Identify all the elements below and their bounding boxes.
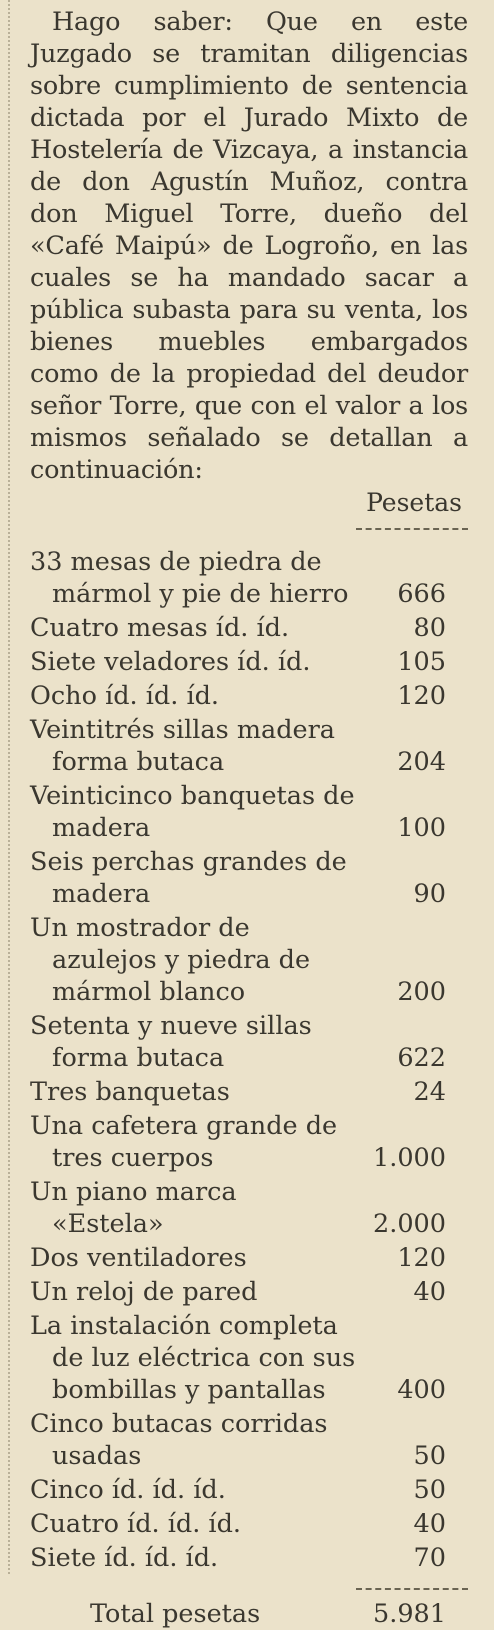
item-price: 400 xyxy=(397,1375,446,1405)
list-item xyxy=(30,1408,468,1472)
item-price: 70 xyxy=(413,1543,446,1573)
item-description: Veintitrés sillas madera forma butaca xyxy=(30,715,336,777)
total-rule xyxy=(356,1588,468,1590)
item-price: 50 xyxy=(413,1441,446,1471)
item-description: Seis perchas grandes de madera xyxy=(30,847,347,909)
item-price: 622 xyxy=(397,1043,446,1073)
item-description: Un reloj de pared xyxy=(30,1277,258,1307)
item-description: Veinticinco banquetas de madera xyxy=(30,781,355,843)
header-rule xyxy=(356,528,468,530)
list-item xyxy=(30,1242,468,1274)
item-description: Un mostrador de azulejos y piedra de mármol blanco xyxy=(30,913,311,1007)
item-price: 40 xyxy=(413,1277,446,1307)
item-price: 120 xyxy=(397,1243,446,1273)
list-item xyxy=(30,1310,468,1406)
item-description: Siete veladores íd. íd. xyxy=(30,647,311,677)
list-item xyxy=(30,1110,468,1174)
list-item xyxy=(30,612,468,644)
items-list xyxy=(30,546,468,1574)
column-gutter-dots xyxy=(8,0,16,1574)
item-price: 24 xyxy=(413,1077,446,1107)
list-item xyxy=(30,1474,468,1506)
item-price: 1.000 xyxy=(372,1143,446,1173)
list-item xyxy=(30,646,468,678)
item-price: 204 xyxy=(397,747,446,777)
item-description: Setenta y nueve sillas forma butaca xyxy=(30,1011,312,1073)
item-description: Cinco butacas corridas usadas xyxy=(30,1409,328,1471)
item-price: 2.000 xyxy=(372,1209,446,1239)
list-item xyxy=(30,1276,468,1308)
item-description: Cinco íd. íd. íd. xyxy=(30,1475,226,1505)
item-description: 33 mesas de piedra de mármol y pie de hierro xyxy=(30,547,349,609)
item-description: Ocho íd. íd. íd. xyxy=(30,681,220,711)
item-price: 666 xyxy=(397,579,446,609)
item-price: 90 xyxy=(413,879,446,909)
total-value: 5.981 xyxy=(372,1599,446,1629)
total-row xyxy=(30,1598,468,1630)
item-price: 120 xyxy=(397,681,446,711)
list-item xyxy=(30,1010,468,1074)
item-price: 200 xyxy=(397,977,446,1007)
list-item xyxy=(30,912,468,1008)
item-description: Una cafetera grande de tres cuerpos xyxy=(30,1111,338,1173)
item-description: Un piano marca «Estela» xyxy=(30,1177,237,1239)
list-item xyxy=(30,1176,468,1240)
item-description: Siete íd. íd. íd. xyxy=(30,1543,219,1573)
list-item xyxy=(30,780,468,844)
item-description: Cuatro mesas íd. íd. xyxy=(30,613,290,643)
intro-paragraph: Hago saber: Que en este Juzgado se tramitan diligencias sobre cumplimiento de sentencia dictada por el Jurado Mixto de Hostelería de Vizcaya, a instancia de don Agustín Muñoz, contra don Miguel Torre, dueño del «Café Maipú» de Logroño, en las cuales se ha mandado sacar a pública subasta para su venta, los bienes muebles embargados como de la propiedad del deudor señor Torre, que con el valor a los mismos señalado se detallan a continuación: xyxy=(30,7,468,485)
list-item xyxy=(30,846,468,910)
list-item xyxy=(30,1542,468,1574)
item-description: Cuatro íd. íd. íd. xyxy=(30,1509,241,1539)
item-description: La instalación completa de luz eléctrica con sus bombillas y pantallas xyxy=(30,1311,356,1405)
item-price: 105 xyxy=(397,647,446,677)
total-label: Total pesetas xyxy=(90,1599,261,1629)
item-description: Tres banquetas xyxy=(30,1077,230,1107)
list-item xyxy=(30,1076,468,1108)
item-description: Dos ventiladores xyxy=(30,1243,247,1273)
item-price: 100 xyxy=(397,813,446,843)
item-price: 80 xyxy=(413,613,446,643)
item-price: 40 xyxy=(413,1509,446,1539)
list-item xyxy=(30,1508,468,1540)
item-price: 50 xyxy=(413,1475,446,1505)
list-item xyxy=(30,680,468,712)
list-item xyxy=(30,714,468,778)
list-item xyxy=(30,546,468,610)
column-header: Pesetas xyxy=(366,488,462,517)
